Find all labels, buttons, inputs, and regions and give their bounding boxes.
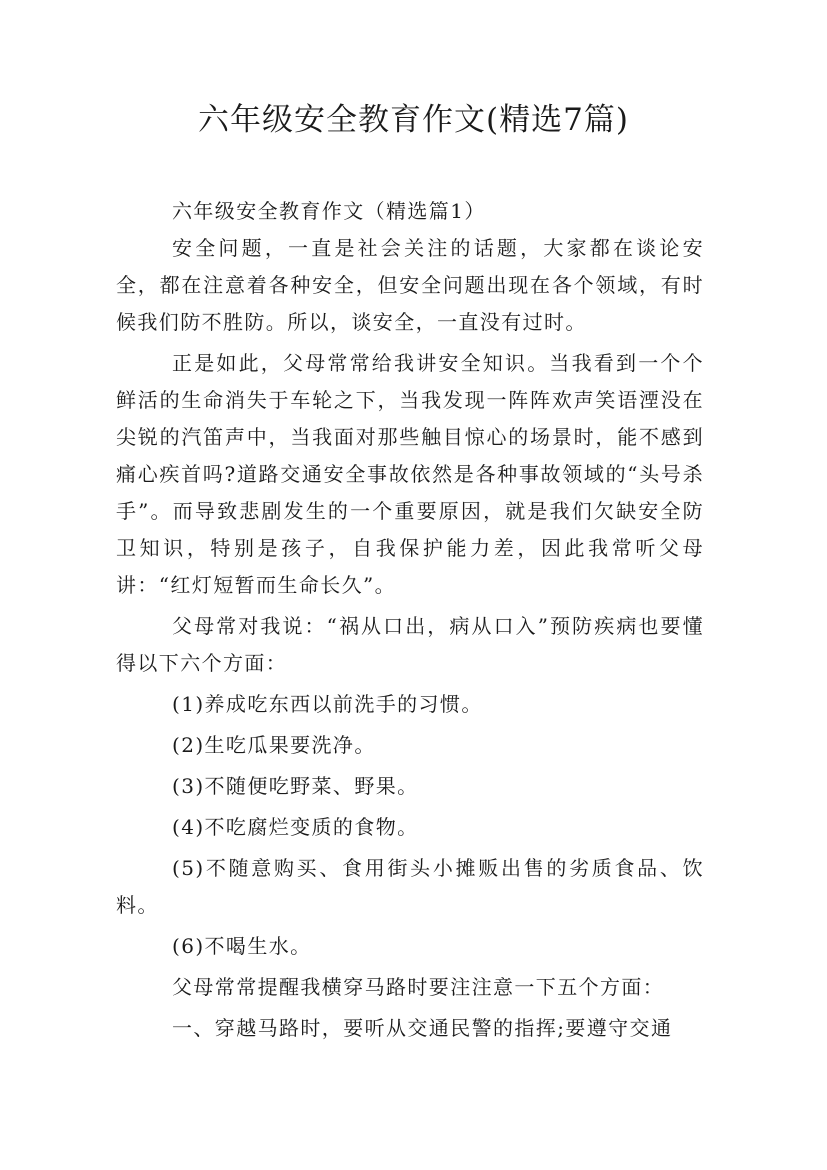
paragraph: 正是如此，父母常常给我讲安全知识。当我看到一个个鲜活的生命消失于车轮之下，当我发现一阵阵欢声笑语湮没在尖锐的汽笛声中，当我面对那些触目惊心的场景时，能不感到痛心疾首吗?道路交通安全事故依然是各种事故领域的“头号杀手”。而导致悲剧发生的一个重要原因，就是我们欠缺安全防卫知识，特别是孩子，自我保护能力差，因此我常听父母讲：“红灯短暂而生命长久”。 (116, 351, 704, 597)
list-item: (1)养成吃东西以前洗手的习惯。 (172, 692, 483, 716)
section-heading: 六年级安全教育作文（精选篇1） (172, 199, 486, 223)
document-title: 六年级安全教育作文(精选7篇) (198, 102, 629, 138)
list-item: (3)不随便吃野菜、野果。 (172, 774, 419, 798)
paragraph: 父母常常提醒我横穿马路时要注注意一下五个方面： (172, 975, 665, 999)
list-item: (5)不随意购买、食用街头小摊贩出售的劣质食品、饮料。 (116, 856, 704, 917)
document-body (116, 193, 704, 1047)
paragraph: 一、穿越马路时，要听从交通民警的指挥;要遵守交通 (172, 1016, 673, 1040)
list-item: (4)不吃腐烂变质的食物。 (172, 815, 419, 839)
list-item: (2)生吃瓜果要洗净。 (172, 733, 376, 757)
paragraph: 安全问题，一直是社会关注的话题，大家都在谈论安全，都在注意着各种安全，但安全问题出现在各个领域，有时候我们防不胜防。所以，谈安全，一直没有过时。 (116, 236, 704, 334)
list-item: (6)不喝生水。 (172, 934, 312, 958)
paragraph: 父母常对我说：“祸从口出，病从口入”预防疾病也要懂得以下六个方面： (116, 614, 704, 675)
